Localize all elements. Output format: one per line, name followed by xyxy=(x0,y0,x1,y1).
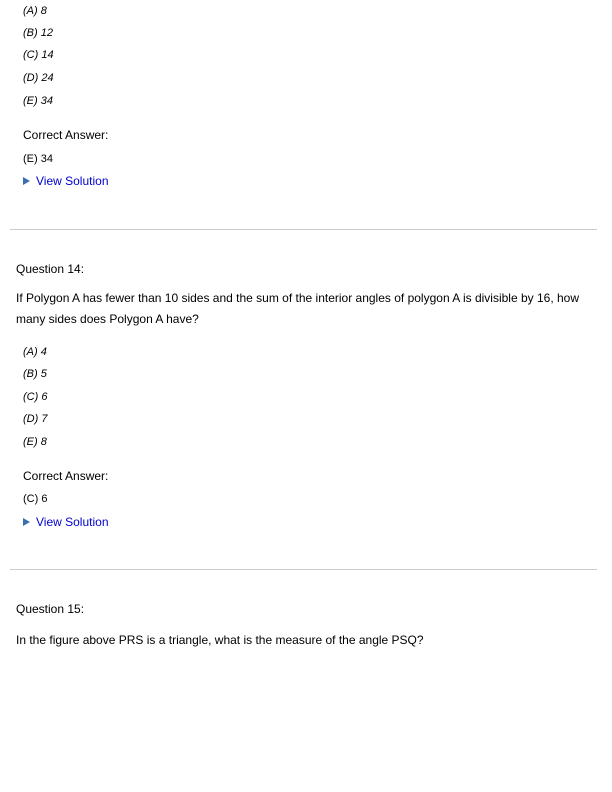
q13-option-e: (E) 34 xyxy=(23,95,53,107)
q13-option-c: (C) 14 xyxy=(23,49,54,61)
q14-view-solution-link[interactable] xyxy=(23,515,109,529)
q15-title: Question 15: xyxy=(16,602,85,616)
expand-triangle-icon xyxy=(23,177,30,185)
q14-option-e: (E) 8 xyxy=(23,436,47,448)
q13-correct-answer-value: (E) 34 xyxy=(23,153,53,165)
q13-view-solution-link[interactable] xyxy=(23,174,109,188)
q14-correct-answer-value: (C) 6 xyxy=(23,493,48,505)
q14-option-a: (A) 4 xyxy=(23,346,47,358)
q14-option-d: (D) 7 xyxy=(23,413,48,425)
q14-correct-answer-label: Correct Answer: xyxy=(23,469,109,483)
q13-option-b: (B) 12 xyxy=(23,27,53,39)
q14-view-solution-label: View Solution xyxy=(36,515,109,529)
q14-option-b: (B) 5 xyxy=(23,368,47,380)
q14-text: If Polygon A has fewer than 10 sides and the sum of the interior angles of polygon A is divisible by 16, how many sides does Polygon A have? xyxy=(16,291,580,326)
expand-triangle-icon xyxy=(23,518,30,526)
q13-option-d: (D) 24 xyxy=(23,72,54,84)
q13-option-a: (A) 8 xyxy=(23,5,47,17)
q14-title: Question 14: xyxy=(16,262,85,276)
q14-option-c: (C) 6 xyxy=(23,391,48,403)
divider xyxy=(10,229,597,230)
q13-view-solution-label: View Solution xyxy=(36,174,109,188)
q13-correct-answer-label: Correct Answer: xyxy=(23,128,109,142)
q15-text: In the figure above PRS is a triangle, what is the measure of the angle PSQ? xyxy=(16,633,424,647)
divider xyxy=(10,569,597,570)
